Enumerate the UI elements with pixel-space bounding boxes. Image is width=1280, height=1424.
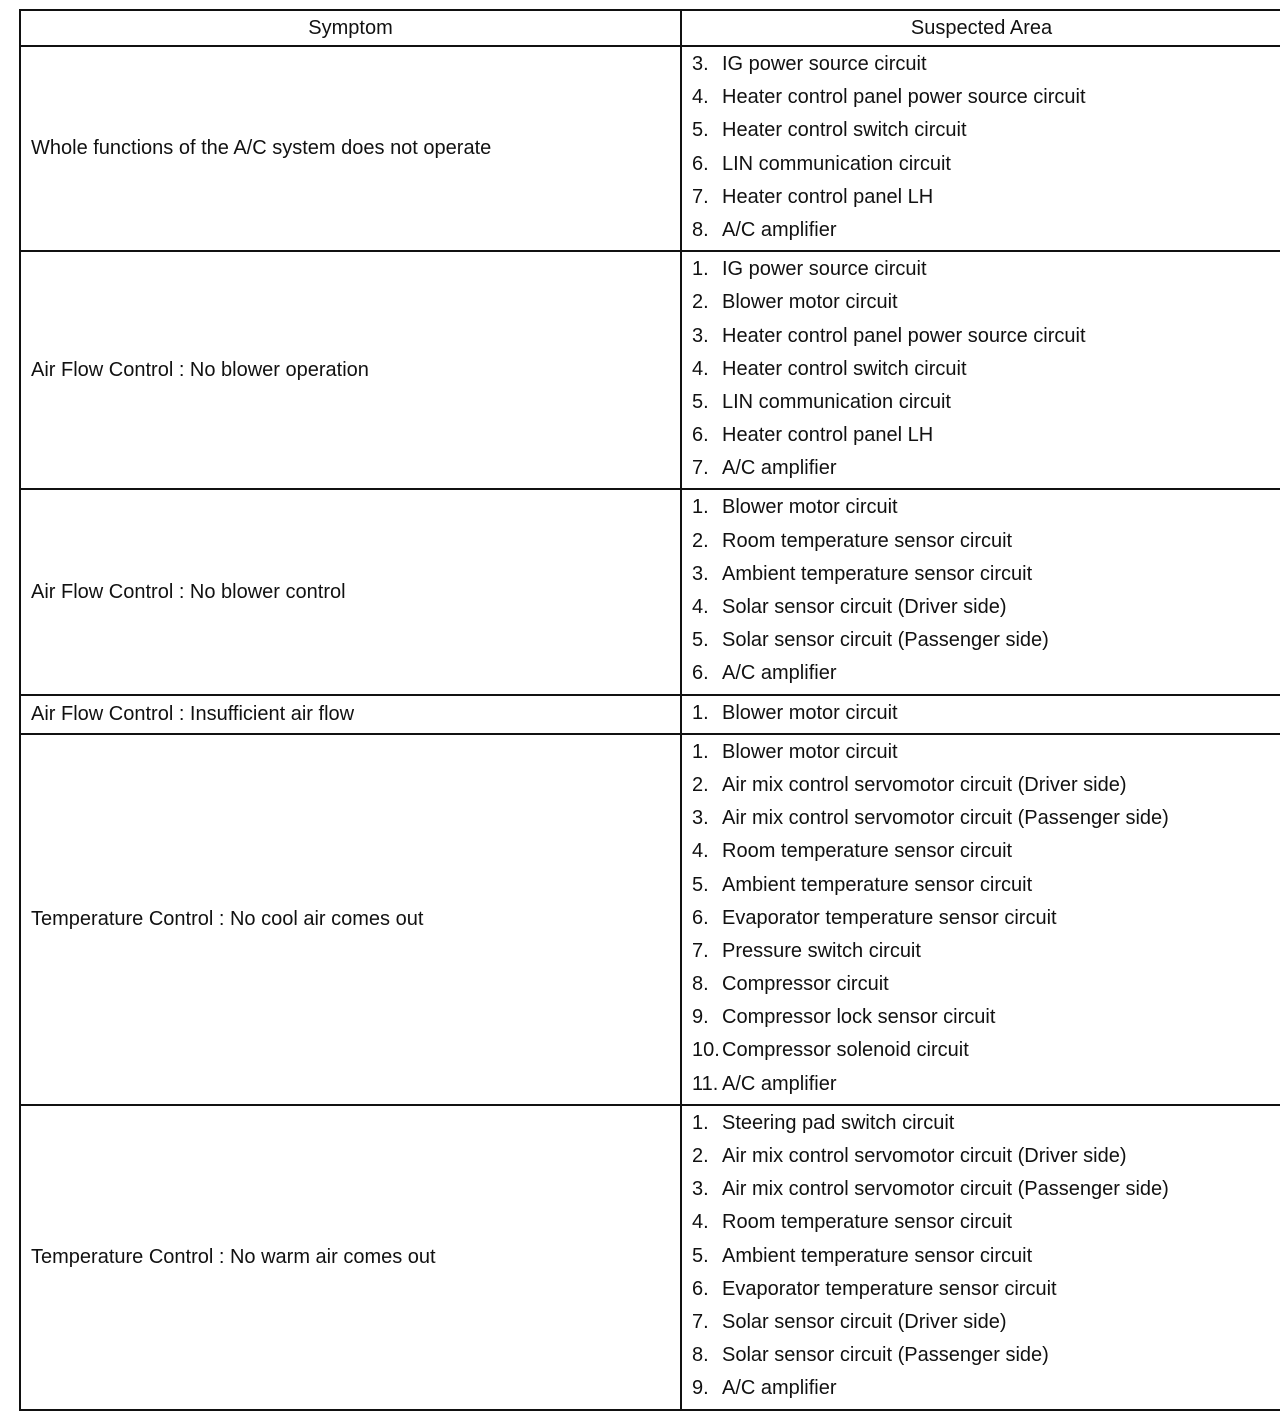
list-item xyxy=(692,902,1280,935)
list-item-number: 1. xyxy=(692,496,709,519)
list-item xyxy=(692,353,1280,386)
list-item-text: IG power source circuit xyxy=(722,53,927,75)
list-item-text: Steering pad switch circuit xyxy=(722,1111,955,1134)
list-item-text: LIN communication circuit xyxy=(722,390,951,413)
table-row xyxy=(20,46,1280,251)
list-item xyxy=(692,525,1280,558)
list-item-number: 5. xyxy=(692,629,709,652)
list-item-number: 1. xyxy=(692,740,709,763)
list-item-number: 8. xyxy=(692,973,709,996)
list-item-text: Heater control switch circuit xyxy=(722,357,967,380)
list-item xyxy=(692,1206,1280,1239)
table-row xyxy=(20,489,1280,694)
list-item xyxy=(692,48,1280,81)
list-item-text: IG power source circuit xyxy=(722,258,927,281)
list-item-number: 9. xyxy=(692,1377,709,1400)
symptom-cell: Whole functions of the A/C system does not operate xyxy=(20,46,681,251)
list-item-number: 8. xyxy=(692,1344,709,1367)
suspected-area-list xyxy=(682,490,1280,693)
list-item-text: Heater control switch circuit xyxy=(722,119,967,142)
suspected-area-list xyxy=(682,252,1280,488)
list-item xyxy=(692,452,1280,485)
list-item-text: Air mix control servomotor circuit (Passenger side) xyxy=(722,1178,1169,1201)
table-row xyxy=(20,695,1280,734)
symptom-cell: Air Flow Control : No blower control xyxy=(20,489,681,694)
list-item xyxy=(692,1140,1280,1173)
list-item-number: 6. xyxy=(692,152,709,175)
list-item-text: Blower motor circuit xyxy=(722,496,898,519)
list-item xyxy=(692,591,1280,624)
list-item xyxy=(692,558,1280,591)
list-item-text: Blower motor circuit xyxy=(722,701,898,724)
list-item-number: 11. xyxy=(692,1072,719,1095)
list-item-text: Blower motor circuit xyxy=(722,740,898,763)
list-item xyxy=(692,81,1280,114)
list-item xyxy=(692,148,1280,181)
list-item-text: Ambient temperature sensor circuit xyxy=(722,873,1033,896)
list-item-number: 4. xyxy=(692,840,709,863)
suspected-area-list xyxy=(682,696,1280,733)
list-item-text: Heater control panel power source circuit xyxy=(722,324,1086,347)
list-item xyxy=(692,386,1280,419)
list-item-number: 8. xyxy=(692,218,709,241)
suspected-area-cell xyxy=(681,489,1280,694)
list-item-number: 9. xyxy=(692,1006,709,1029)
list-item xyxy=(692,181,1280,214)
list-item xyxy=(692,1339,1280,1372)
list-item xyxy=(692,1173,1280,1206)
list-item-number: 3. xyxy=(692,807,709,830)
list-item xyxy=(692,419,1280,452)
list-item xyxy=(692,1240,1280,1273)
list-item xyxy=(692,935,1280,968)
list-item xyxy=(692,968,1280,1001)
list-item-number: 6. xyxy=(692,662,709,685)
list-item-number: 4. xyxy=(692,596,709,618)
list-item xyxy=(692,624,1280,657)
list-item-text: Evaporator temperature sensor circuit xyxy=(722,1277,1057,1300)
symptom-cell: Temperature Control : No cool air comes out xyxy=(20,734,681,1105)
list-item-text: A/C amplifier xyxy=(722,218,837,241)
list-item-text: Compressor solenoid circuit xyxy=(722,1039,969,1062)
list-item-text: Blower motor circuit xyxy=(722,291,898,314)
list-item-text: Solar sensor circuit (Driver side) xyxy=(722,596,1007,618)
list-item xyxy=(692,1372,1280,1405)
list-item-number: 6. xyxy=(692,1277,709,1300)
list-item-text: Heater control panel LH xyxy=(722,185,934,208)
table-row xyxy=(20,734,1280,1105)
table-header xyxy=(20,10,1280,46)
list-item xyxy=(692,1273,1280,1306)
list-item xyxy=(692,697,1280,730)
list-item-text: A/C amplifier xyxy=(722,457,837,480)
list-item-text: Compressor lock sensor circuit xyxy=(722,1006,996,1029)
list-item-text: Room temperature sensor circuit xyxy=(722,840,1013,863)
list-item-number: 1. xyxy=(692,1111,709,1134)
list-item xyxy=(692,286,1280,319)
list-item-number: 3. xyxy=(692,1178,709,1201)
list-item xyxy=(692,1107,1280,1140)
list-item-text: Room temperature sensor circuit xyxy=(722,1211,1013,1234)
symptom-cell: Temperature Control : No warm air comes out xyxy=(20,1105,681,1410)
list-item-number: 2. xyxy=(692,529,709,552)
list-item-text: Air mix control servomotor circuit (Passenger side) xyxy=(722,807,1169,830)
list-item xyxy=(692,736,1280,769)
list-item xyxy=(692,1001,1280,1034)
list-item-number: 5. xyxy=(692,390,709,413)
list-item-number: 1. xyxy=(692,701,709,724)
suspected-area-cell xyxy=(681,1105,1280,1410)
list-item-text: Room temperature sensor circuit xyxy=(722,529,1013,552)
header-symptom: Symptom xyxy=(20,10,681,46)
table-row xyxy=(20,1105,1280,1410)
list-item xyxy=(692,491,1280,524)
list-item-number: 3. xyxy=(692,53,709,75)
list-item-number: 10. xyxy=(692,1039,720,1062)
list-item xyxy=(692,1068,1280,1101)
list-item xyxy=(692,320,1280,353)
suspected-area-cell xyxy=(681,46,1280,251)
list-item-number: 6. xyxy=(692,424,709,447)
list-item-number: 4. xyxy=(692,1211,709,1234)
list-item-text: Evaporator temperature sensor circuit xyxy=(722,906,1057,929)
list-item-text: LIN communication circuit xyxy=(722,152,951,175)
list-item-number: 7. xyxy=(692,457,709,480)
list-item xyxy=(692,769,1280,802)
list-item-number: 5. xyxy=(692,1244,709,1267)
header-suspected-area: Suspected Area xyxy=(681,10,1280,46)
list-item-text: Compressor circuit xyxy=(722,973,889,996)
table-row xyxy=(20,251,1280,489)
list-item-text: Solar sensor circuit (Passenger side) xyxy=(722,1344,1049,1367)
list-item-number: 2. xyxy=(692,1145,709,1167)
list-item-number: 5. xyxy=(692,873,709,896)
list-item-number: 3. xyxy=(692,324,709,347)
list-item xyxy=(692,253,1280,286)
list-item-number: 3. xyxy=(692,562,709,585)
suspected-area-list xyxy=(682,47,1280,250)
list-item xyxy=(692,214,1280,247)
list-item xyxy=(692,1034,1280,1067)
list-item-text: A/C amplifier xyxy=(722,662,837,685)
list-item-number: 2. xyxy=(692,773,709,796)
list-item-number: 7. xyxy=(692,1310,709,1333)
list-item-text: Air mix control servomotor circuit (Driver side) xyxy=(722,1145,1127,1167)
list-item-number: 4. xyxy=(692,357,709,380)
list-item-text: Solar sensor circuit (Driver side) xyxy=(722,1310,1007,1333)
list-item-text: Pressure switch circuit xyxy=(722,939,921,962)
list-item-text: Solar sensor circuit (Passenger side) xyxy=(722,629,1049,652)
suspected-area-cell xyxy=(681,734,1280,1105)
list-item xyxy=(692,869,1280,902)
suspected-area-cell xyxy=(681,251,1280,489)
suspected-area-list xyxy=(682,1106,1280,1409)
list-item-number: 2. xyxy=(692,291,709,314)
list-item-text: Ambient temperature sensor circuit xyxy=(722,562,1033,585)
list-item-text: Heater control panel LH xyxy=(722,424,934,447)
list-item-text: Heater control panel power source circuit xyxy=(722,86,1086,109)
list-item-number: 5. xyxy=(692,119,709,142)
suspected-area-list xyxy=(682,735,1280,1104)
list-item-number: 4. xyxy=(692,86,709,109)
suspected-area-cell xyxy=(681,695,1280,734)
list-item xyxy=(692,657,1280,690)
list-item-text: A/C amplifier xyxy=(722,1377,837,1400)
list-item-text: Ambient temperature sensor circuit xyxy=(722,1244,1033,1267)
list-item-text: Air mix control servomotor circuit (Driver side) xyxy=(722,773,1127,796)
list-item-number: 1. xyxy=(692,258,709,281)
table-body xyxy=(20,46,1280,1410)
symptom-cell: Air Flow Control : No blower operation xyxy=(20,251,681,489)
list-item xyxy=(692,802,1280,835)
list-item-number: 6. xyxy=(692,906,709,929)
list-item-number: 7. xyxy=(692,185,709,208)
symptom-table xyxy=(19,9,1280,1411)
list-item xyxy=(692,114,1280,147)
list-item-text: A/C amplifier xyxy=(722,1072,837,1095)
symptom-cell: Air Flow Control : Insufficient air flow xyxy=(20,695,681,734)
header-row xyxy=(20,10,1280,46)
list-item-number: 7. xyxy=(692,939,709,962)
list-item xyxy=(692,835,1280,868)
list-item xyxy=(692,1306,1280,1339)
